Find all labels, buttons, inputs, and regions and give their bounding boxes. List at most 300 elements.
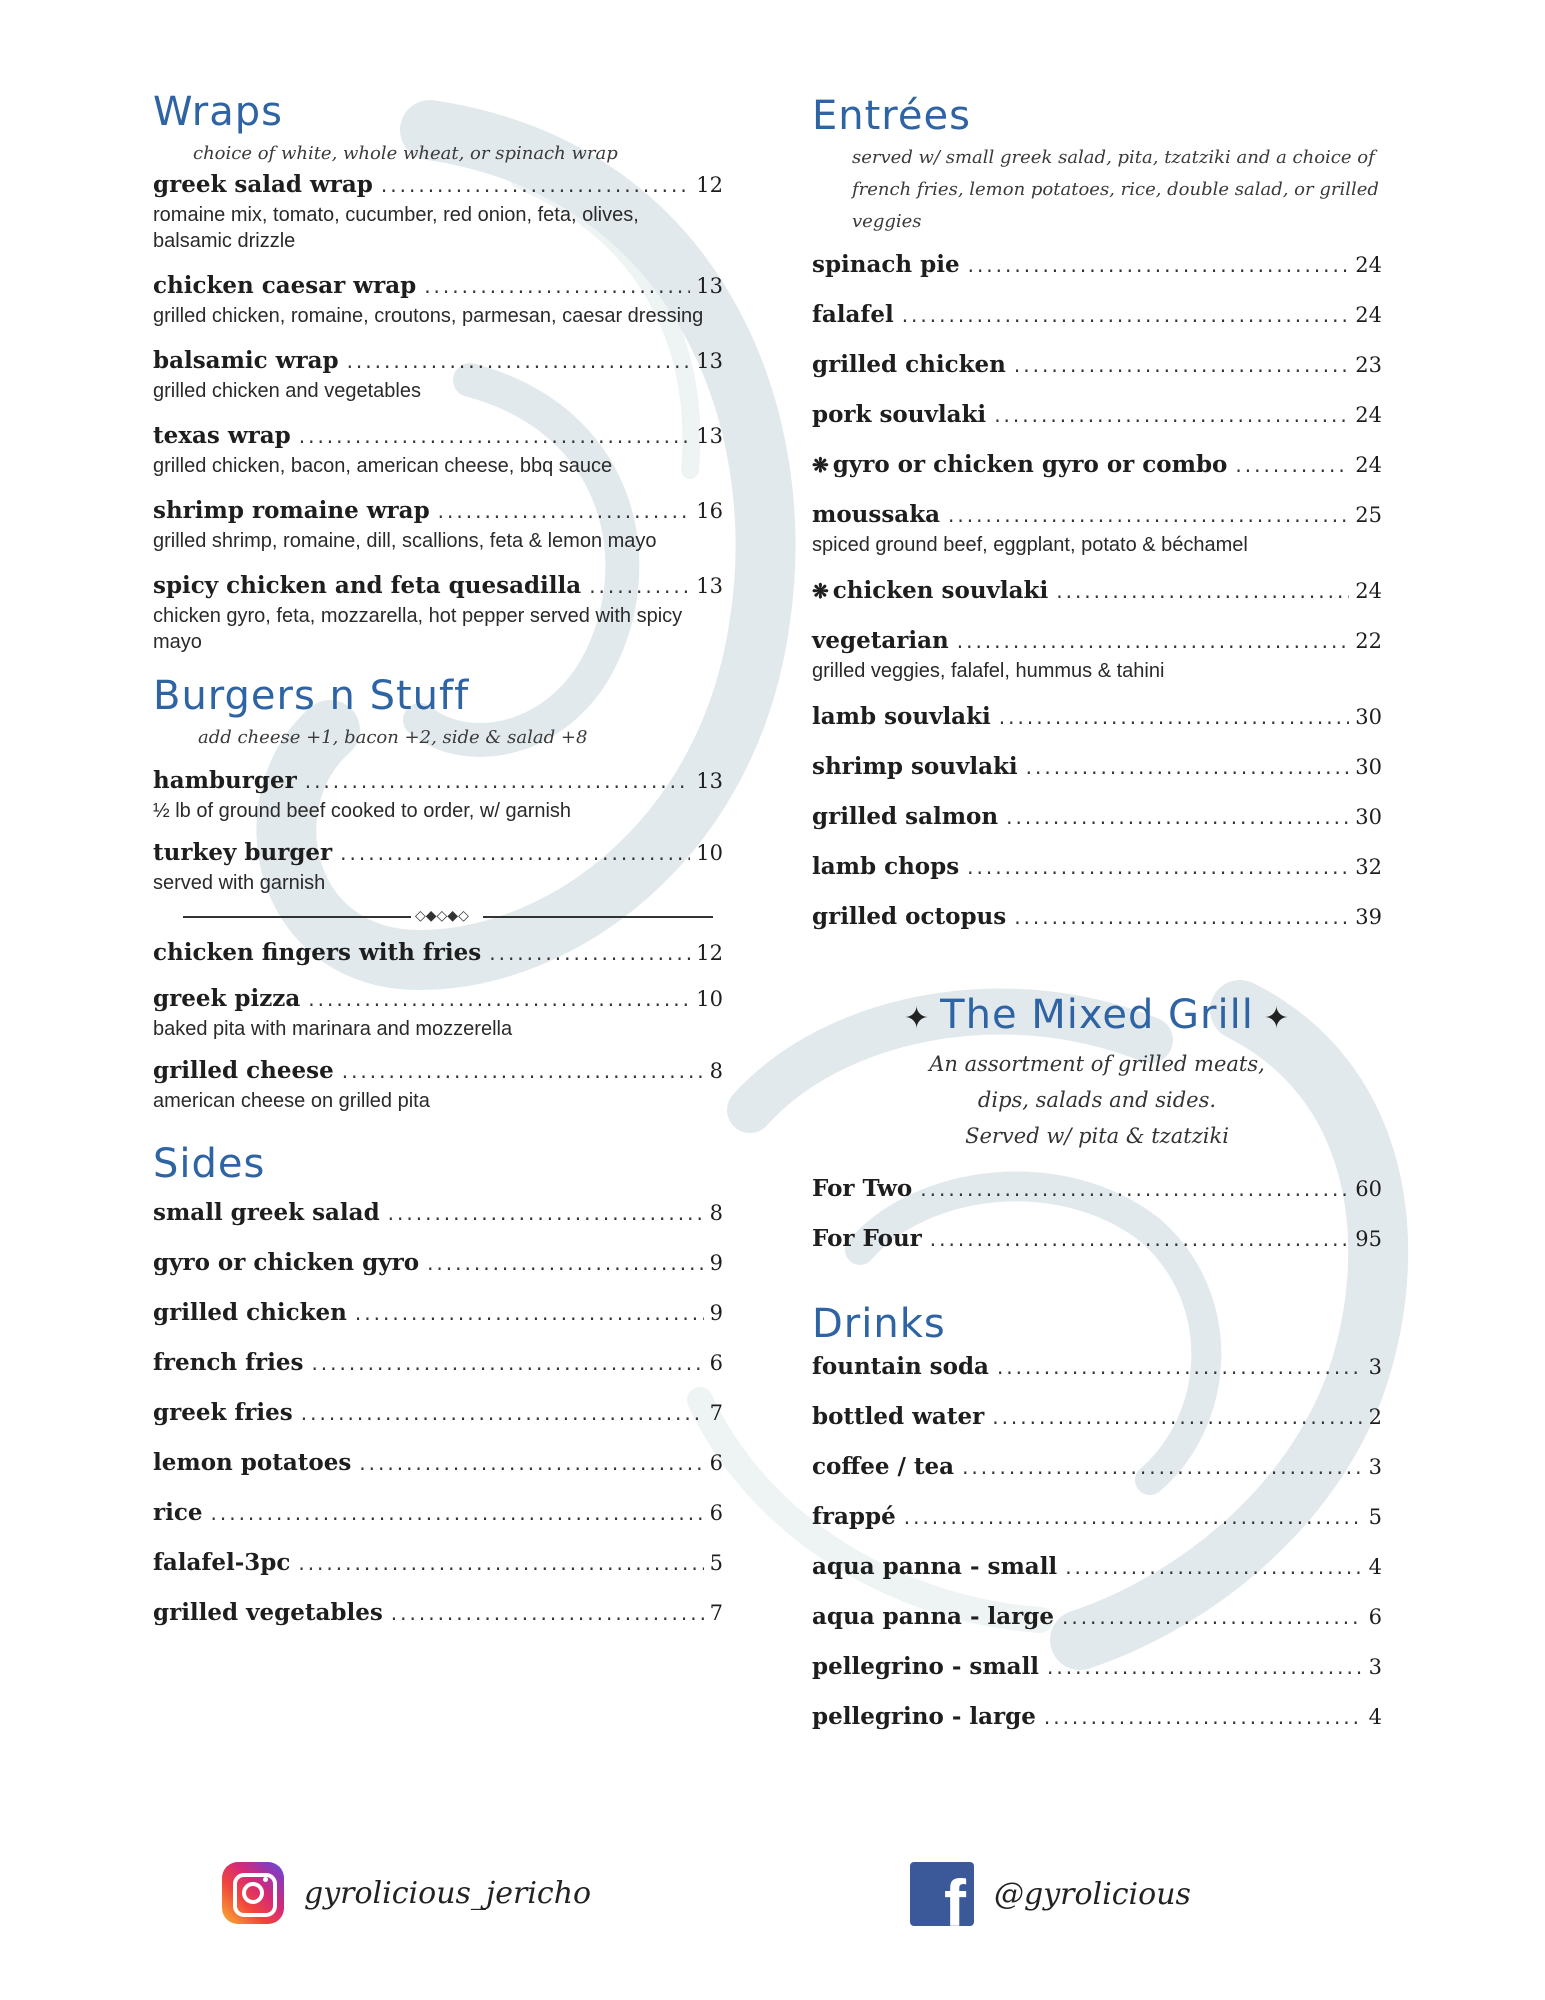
menu-item-name-text: grilled vegetables [153,1599,383,1626]
menu-item-description: american cheese on grilled pita [153,1090,430,1112]
menu-item-name-text: texas wrap [153,422,291,449]
menu-item-line [812,1500,1382,1534]
menu-item-name-text: pellegrino - small [812,1653,1040,1680]
menu-item-name [812,448,1227,482]
menu-item [153,764,723,824]
menu-item [153,1496,723,1530]
menu-item-price: 2 [1368,1405,1382,1429]
menu-item-price: 24 [1355,453,1382,477]
menu-item-price: 6 [709,1451,723,1475]
menu-item [812,248,1382,282]
dot-leader [1062,1600,1363,1634]
menu-item [153,1246,723,1280]
menu-item-line [812,1650,1382,1684]
menu-item-line [812,1172,1382,1206]
facebook-footer [910,1862,1191,1926]
menu-item-name [153,1546,290,1580]
dot-leader [962,1450,1363,1484]
menu-item-line [153,1246,723,1280]
menu-item-description: baked pita with marinara and mozzerella [153,1018,513,1040]
asterisk-icon: ❋ [812,579,829,603]
menu-item-name-text: grilled salmon [812,803,999,830]
menu-item [812,1450,1382,1484]
dot-leader [308,982,690,1016]
menu-item-name [153,168,373,202]
menu-item-line [153,419,723,453]
burgers-list [153,764,723,896]
dot-leader [1014,348,1349,382]
menu-item-line [812,498,1382,532]
ornament-divider [183,908,713,926]
menu-item-price: 13 [696,349,723,373]
menu-item [153,1546,723,1580]
dot-leader [305,764,691,798]
menu-item-name [812,750,1018,784]
menu-item-name-text: chicken fingers with fries [153,939,482,966]
menu-item [812,1500,1382,1534]
dot-leader [381,168,690,202]
menu-item-line [812,1700,1382,1734]
menu-item-price: 4 [1368,1705,1382,1729]
menu-item-price: 7 [709,1601,723,1625]
menu-item-line [153,1196,723,1230]
menu-item-line [812,1450,1382,1484]
menu-item-name-text: For Two [812,1175,913,1202]
drinks-list [812,1350,1382,1734]
menu-item [153,982,723,1042]
menu-item-name-text: falafel-3pc [153,1549,291,1576]
menu-item-line [153,936,723,970]
menu-item-description: ½ lb of ground beef cooked to order, w/ garnish [153,800,572,822]
menu-item-name [153,269,416,303]
section-title-sides: Sides [153,1141,266,1187]
menu-item-description: grilled chicken and vegetables [153,380,421,402]
menu-item-price: 24 [1355,403,1382,427]
menu-item-name [153,982,300,1016]
instagram-footer [222,1862,591,1924]
dot-leader [427,1246,704,1280]
menu-item-price: 3 [1368,1455,1382,1479]
menu-item-name [153,1054,334,1088]
menu-item-line [812,1350,1382,1384]
menu-item-name [153,1246,419,1280]
dot-leader [1044,1700,1363,1734]
menu-item-name-text: greek fries [153,1399,293,1426]
menu-item-name [153,1396,293,1430]
menu-item-name-text: fountain soda [812,1353,989,1380]
menu-item-name-text: For Four [812,1225,922,1252]
menu-item-name [812,498,940,532]
menu-item [812,624,1382,684]
dot-leader [211,1496,704,1530]
menu-item-name [812,1400,984,1434]
sides-section [153,1138,723,1630]
menu-item-price: 24 [1355,253,1382,277]
menu-item-line [812,1222,1382,1256]
dot-leader [992,1400,1362,1434]
menu-item [153,936,723,970]
menu-item-name [153,764,297,798]
burgers-note: add cheese +1, bacon +2, side & salad +8 [198,727,588,748]
dot-leader [968,248,1350,282]
menu-item-price: 9 [709,1251,723,1275]
sparkle-icon: ✦ [1263,1001,1290,1036]
menu-item-price: 8 [709,1201,723,1225]
menu-item-line [153,836,723,870]
menu-item-description: grilled chicken, romaine, croutons, parmesan, caesar dressing [153,305,704,327]
menu-item-name-text: aqua panna - large [812,1603,1054,1630]
menu-item [153,1296,723,1330]
menu-item-line [153,1296,723,1330]
menu-item-line [153,1496,723,1530]
menu-item-price: 8 [709,1059,723,1083]
menu-item [812,700,1382,734]
menu-item [153,269,723,329]
menu-item-price: 3 [1368,1655,1382,1679]
wraps-section [153,86,723,655]
menu-item-name-text: hamburger [153,767,297,794]
menu-item-line [812,700,1382,734]
dot-leader [1006,800,1349,834]
entrees-section [812,90,1382,934]
menu-item-name [812,348,1006,382]
menu-item-name-text: greek pizza [153,985,301,1012]
menu-item-price: 10 [696,841,723,865]
dot-leader [930,1222,1349,1256]
menu-item-name [812,850,959,884]
menu-item-line [812,1600,1382,1634]
menu-item [812,1172,1382,1206]
menu-item-line [812,750,1382,784]
dot-leader [298,1546,703,1580]
menu-item-line [153,1346,723,1380]
wraps-list [153,168,723,655]
menu-item-name [812,1350,989,1384]
burgers-list-extra [153,936,723,1114]
menu-item [812,850,1382,884]
menu-item-price: 30 [1355,755,1382,779]
menu-item-price: 16 [696,499,723,523]
menu-item-name [812,574,1048,608]
dot-leader [311,1346,703,1380]
menu-item-line [812,448,1382,482]
menu-item-name [153,419,291,453]
menu-item [153,494,723,554]
dot-leader [347,344,691,378]
menu-item [812,750,1382,784]
menu-item-price: 10 [696,987,723,1011]
menu-item-price: 13 [696,574,723,598]
wraps-note: choice of white, whole wheat, or spinach wrap [193,143,618,164]
menu-item-line [812,850,1382,884]
menu-item-name-text: moussaka [812,501,941,528]
menu-item-price: 7 [709,1401,723,1425]
menu-item-name-text: shrimp souvlaki [812,753,1018,780]
dot-leader [994,398,1349,432]
menu-item-name-text: chicken caesar wrap [153,272,417,299]
menu-item-line [153,764,723,798]
menu-item-name [812,800,998,834]
drinks-section [812,1298,1382,1734]
menu-item-name-text: aqua panna - small [812,1553,1058,1580]
dot-leader [920,1172,1349,1206]
menu-item-name [153,1346,303,1380]
dot-leader [388,1196,704,1230]
menu-item [812,900,1382,934]
menu-item-name [812,700,991,734]
menu-item-price: 4 [1368,1555,1382,1579]
menu-item [812,1700,1382,1734]
menu-item-line [812,1400,1382,1434]
dot-leader [1014,900,1349,934]
menu-item-name [153,1496,203,1530]
section-title-entrees: Entrées [812,93,971,139]
menu-item-description: grilled veggies, falafel, hummus & tahini [812,660,1165,682]
menu-item-name-text: vegetarian [812,627,949,654]
menu-item-line [153,1054,723,1088]
instagram-handle[interactable]: gyrolicious_jericho [304,1875,592,1911]
dot-leader [1026,750,1350,784]
menu-item-line [153,1596,723,1630]
menu-item-name [812,1500,896,1534]
menu-item-line [812,298,1382,332]
menu-item-price: 30 [1355,705,1382,729]
menu-item-name-text: grilled chicken [812,351,1006,378]
menu-item-name-text: bottled water [812,1403,985,1430]
menu-item-name-text: lamb souvlaki [812,703,991,730]
menu-item-name-text: pellegrino - large [812,1703,1036,1730]
menu-item-name-text: falafel [812,301,894,328]
section-title-mixed-grill: The Mixed Grill [940,992,1254,1038]
menu-item-name [153,1596,383,1630]
menu-item [153,836,723,896]
menu-item [153,1446,723,1480]
menu-item-line [812,348,1382,382]
dot-leader [355,1296,704,1330]
menu-item [153,569,723,655]
menu-item-name [153,1196,380,1230]
menu-item-description: grilled shrimp, romaine, dill, scallions, feta & lemon mayo [153,530,657,552]
menu-item [812,398,1382,432]
menu-item-price: 6 [1368,1605,1382,1629]
menu-item-name [153,344,339,378]
section-title-wraps: Wraps [153,89,283,135]
dot-leader [904,1500,1363,1534]
instagram-icon[interactable] [222,1862,284,1924]
menu-item-price: 60 [1355,1177,1382,1201]
section-title-drinks: Drinks [812,1301,946,1347]
menu-item-price: 25 [1355,503,1382,527]
menu-item [812,1222,1382,1256]
menu-item [812,574,1382,608]
menu-item [153,1196,723,1230]
menu-item [812,1650,1382,1684]
menu-item-price: 12 [696,173,723,197]
dot-leader [489,936,690,970]
menu-item-name-text: lemon potatoes [153,1449,352,1476]
menu-item-name-text: grilled chicken [153,1299,347,1326]
dot-leader [902,298,1350,332]
menu-item-name [812,1650,1039,1684]
menu-item-price: 12 [696,941,723,965]
menu-item-line [153,344,723,378]
dot-leader [948,498,1349,532]
flourish-icon: ◇◆◇◆◇ [415,908,469,924]
menu-item-line [153,168,723,202]
menu-item-price: 9 [709,1301,723,1325]
menu-item-name-text: small greek salad [153,1199,380,1226]
menu-item-line [812,398,1382,432]
menu-item-name-text: shrimp romaine wrap [153,497,430,524]
menu-item [812,1400,1382,1434]
menu-item [153,1396,723,1430]
menu-item [812,800,1382,834]
menu-item-name-text: french fries [153,1349,304,1376]
menu-item-line [153,1446,723,1480]
menu-item-price: 6 [709,1501,723,1525]
menu-item-name-text: grilled octopus [812,903,1007,930]
dot-leader [967,850,1349,884]
menu-item-name [812,1550,1057,1584]
burgers-section [153,670,723,1114]
menu-item-name [153,1296,347,1330]
dot-leader [342,1054,704,1088]
menu-item-name-text: gyro or chicken gyro [153,1249,420,1276]
menu-item-line [812,624,1382,658]
menu-item-line [812,1550,1382,1584]
asterisk-icon: ❋ [812,453,829,477]
menu-item-name-text: turkey burger [153,839,333,866]
section-title-burgers: Burgers n Stuff [153,673,470,719]
menu-item-price: 13 [696,274,723,298]
left-column [153,86,723,1646]
dot-leader [999,700,1350,734]
sparkle-icon: ✦ [904,1001,931,1036]
mixed-grill-note-1: An assortment of grilled meats, [929,1052,1265,1076]
menu-item-price: 22 [1355,629,1382,653]
menu-item-description: romaine mix, tomato, cucumber, red onion, feta, olives, balsamic drizzle [153,204,639,252]
entrees-note: served w/ small greek salad, pita, tzatziki and a choice of french fries, lemon potatoes, rice, double salad, or grilled veggies [852,147,1379,232]
menu-item [153,1346,723,1380]
menu-item-line [812,800,1382,834]
dot-leader [957,624,1350,658]
menu-item-name [812,1600,1054,1634]
menu-item-name [153,494,430,528]
menu-item-line [812,574,1382,608]
menu-item-price: 32 [1355,855,1382,879]
menu-item-name [153,936,481,970]
menu-item-price: 6 [709,1351,723,1375]
dot-leader [1065,1550,1362,1584]
menu-item-name [812,1700,1036,1734]
menu-item [812,348,1382,382]
menu-item-price: 3 [1368,1355,1382,1379]
menu-item-name [812,398,986,432]
menu-item-name-text: frappé [812,1503,896,1530]
dot-leader [299,419,691,453]
menu-item-price: 13 [696,424,723,448]
menu-item-price: 30 [1355,805,1382,829]
menu-item [812,1350,1382,1384]
menu-item [812,498,1382,558]
mixed-grill-heading [812,988,1382,1046]
dot-leader [997,1350,1363,1384]
mixed-grill-list [812,1172,1382,1256]
menu-item-name [812,900,1006,934]
menu-item-price: 23 [1355,353,1382,377]
menu-item [153,168,723,254]
sides-list [153,1196,723,1630]
menu-item [153,1054,723,1114]
menu-item-name [153,569,581,603]
menu-item-name-text: pork souvlaki [812,401,987,428]
menu-item-name [812,1450,954,1484]
menu-item-line [812,248,1382,282]
menu-item-name-text: balsamic wrap [153,347,339,374]
menu-item-description: grilled chicken, bacon, american cheese, bbq sauce [153,455,613,477]
menu-item-price: 13 [696,769,723,793]
menu-item [153,1596,723,1630]
dot-leader [359,1446,703,1480]
menu-item [153,344,723,404]
menu-item-name [812,1222,922,1256]
menu-item-name-text: greek salad wrap [153,171,373,198]
facebook-handle[interactable]: @gyrolicious [994,1876,1191,1912]
menu-item-price: 5 [709,1551,723,1575]
dot-leader [438,494,691,528]
menu-item [812,298,1382,332]
menu-item-line [812,900,1382,934]
menu-item-price: 95 [1355,1227,1382,1251]
dot-leader [301,1396,704,1430]
menu-item-name [812,1172,912,1206]
dot-leader [1056,574,1349,608]
dot-leader [424,269,690,303]
menu-item-name [153,1446,351,1480]
menu-item-description: chicken gyro, feta, mozzarella, hot pepper served with spicy mayo [153,605,683,653]
menu-item-price: 39 [1355,905,1382,929]
menu-item-name-text: grilled cheese [153,1057,334,1084]
menu-item-line [153,982,723,1016]
mixed-grill-section [812,988,1382,1256]
facebook-icon[interactable]: f [910,1862,974,1926]
menu-item-name-text: gyro or chicken gyro or combo [832,451,1228,478]
menu-item-price: 5 [1368,1505,1382,1529]
dot-leader [340,836,690,870]
menu-item-name [812,298,894,332]
menu-item-name [812,624,949,658]
menu-item-line [153,1546,723,1580]
menu-item-name-text: spinach pie [812,251,960,278]
dot-leader [1047,1650,1363,1684]
mixed-grill-note-3: Served w/ pita & tzatziki [965,1124,1229,1148]
menu-item-line [153,1396,723,1430]
menu-item-description: served with garnish [153,872,326,894]
menu-item [812,448,1382,482]
menu-item-line [153,269,723,303]
entrees-list [812,248,1382,934]
menu-item [812,1550,1382,1584]
menu-item-price: 24 [1355,579,1382,603]
menu-item [153,419,723,479]
menu-item-price: 24 [1355,303,1382,327]
menu-item-name-text: spicy chicken and feta quesadilla [153,572,582,599]
menu-item-line [153,569,723,603]
menu-item-name-text: rice [153,1499,203,1526]
menu-item-name-text: lamb chops [812,853,960,880]
menu-item-description: spiced ground beef, eggplant, potato & béchamel [812,534,1248,556]
dot-leader [391,1596,704,1630]
